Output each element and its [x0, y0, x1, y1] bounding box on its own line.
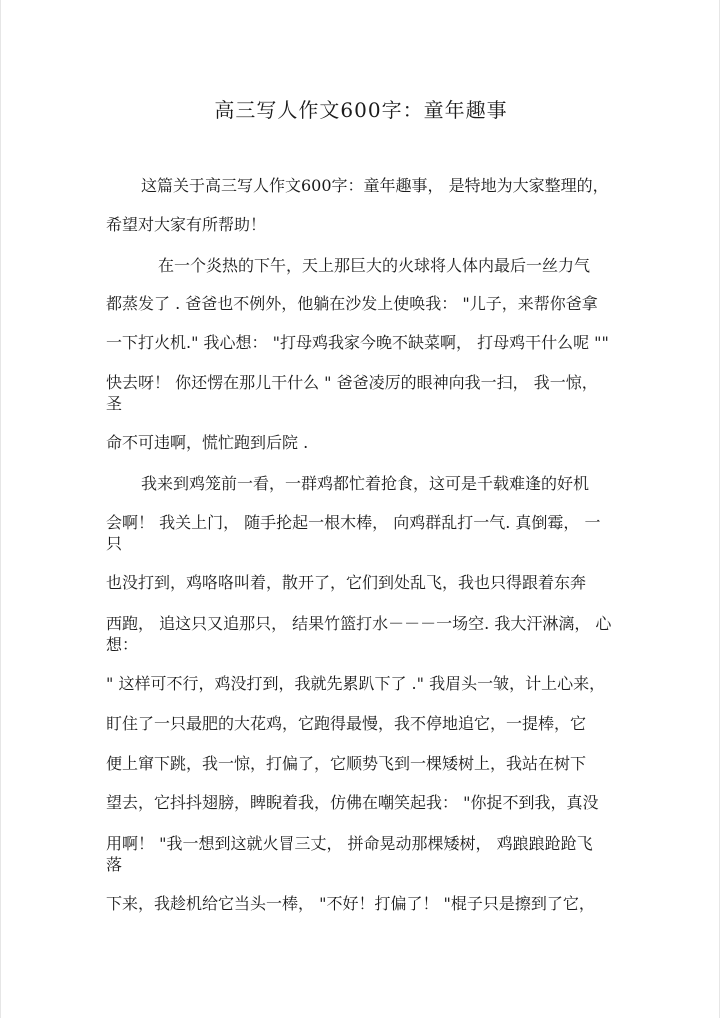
paragraph-line: 也没打到，鸡咯咯叫着，散开了，它们到处乱飞，我也只得跟着东奔: [106, 573, 587, 592]
paragraph-line: 便上窜下跳，我一惊，打偏了，它顺势飞到一棵矮树上，我站在树下: [106, 754, 587, 773]
paragraph-line: 在一个炎热的下午，天上那巨大的火球将人体内最后一丝力气: [158, 256, 591, 275]
paragraph-line: 都蒸发了 . 爸爸也不例外，他躺在沙发上使唤我： "儿子，来帮你爸拿: [106, 294, 598, 313]
paragraph-line: 会啊！ 我关上门， 随手抡起一根木棒， 向鸡群乱打一气. 真倒霉， 一: [106, 513, 601, 532]
paragraph-line: 只: [106, 534, 123, 553]
paragraph-line: 一下打火机." 我心想： "打母鸡我家今晚不缺菜啊， 打母鸡干什么呢 "": [106, 333, 609, 352]
document-title: 高三写人作文600字：童年趣事: [214, 98, 508, 122]
paragraph-line: 下来，我趁机给它当头一棒， "不好！打偏了！ "棍子只是擦到了它，: [106, 894, 595, 913]
paragraph-line: 快去呀！ 你还愣在那儿干什么 " 爸爸凌厉的眼神向我一扫， 我一惊，: [106, 373, 598, 392]
paragraph-line: 望去，它抖抖翅膀，睥睨着我，仿佛在嘲笑起我： "你捉不到我，真没: [106, 793, 599, 812]
paragraph-line: 盯住了一只最肥的大花鸡，它跑得最慢，我不停地追它，一提棒，它: [106, 714, 587, 733]
paragraph-line: 这篇关于高三写人作文600字：童年趣事， 是特地为大家整理的，: [141, 176, 609, 195]
paragraph-line: 命不可违啊，慌忙跑到后院 .: [106, 433, 309, 452]
paragraph-line: 想：: [106, 635, 139, 654]
paragraph-line: 西跑， 追这只又追那只， 结果竹篮打水－－－一场空. 我大汗淋漓， 心: [106, 614, 612, 633]
paragraph-line: 落: [106, 855, 123, 874]
paragraph-line: 圣: [106, 394, 123, 413]
paragraph-line: 我来到鸡笼前一看，一群鸡都忙着抢食，这可是千载难逢的好机: [141, 474, 590, 493]
paragraph-line: " 这样可不行，鸡没打到，我就先累趴下了 ." 我眉头一皱，计上心来，: [106, 674, 606, 693]
paragraph-line: 用啊！ "我一想到这就火冒三丈， 拼命晃动那棵矮树， 鸡踉踉跄跄飞: [106, 834, 593, 853]
paragraph-line: 希望对大家有所帮助！: [106, 215, 267, 234]
